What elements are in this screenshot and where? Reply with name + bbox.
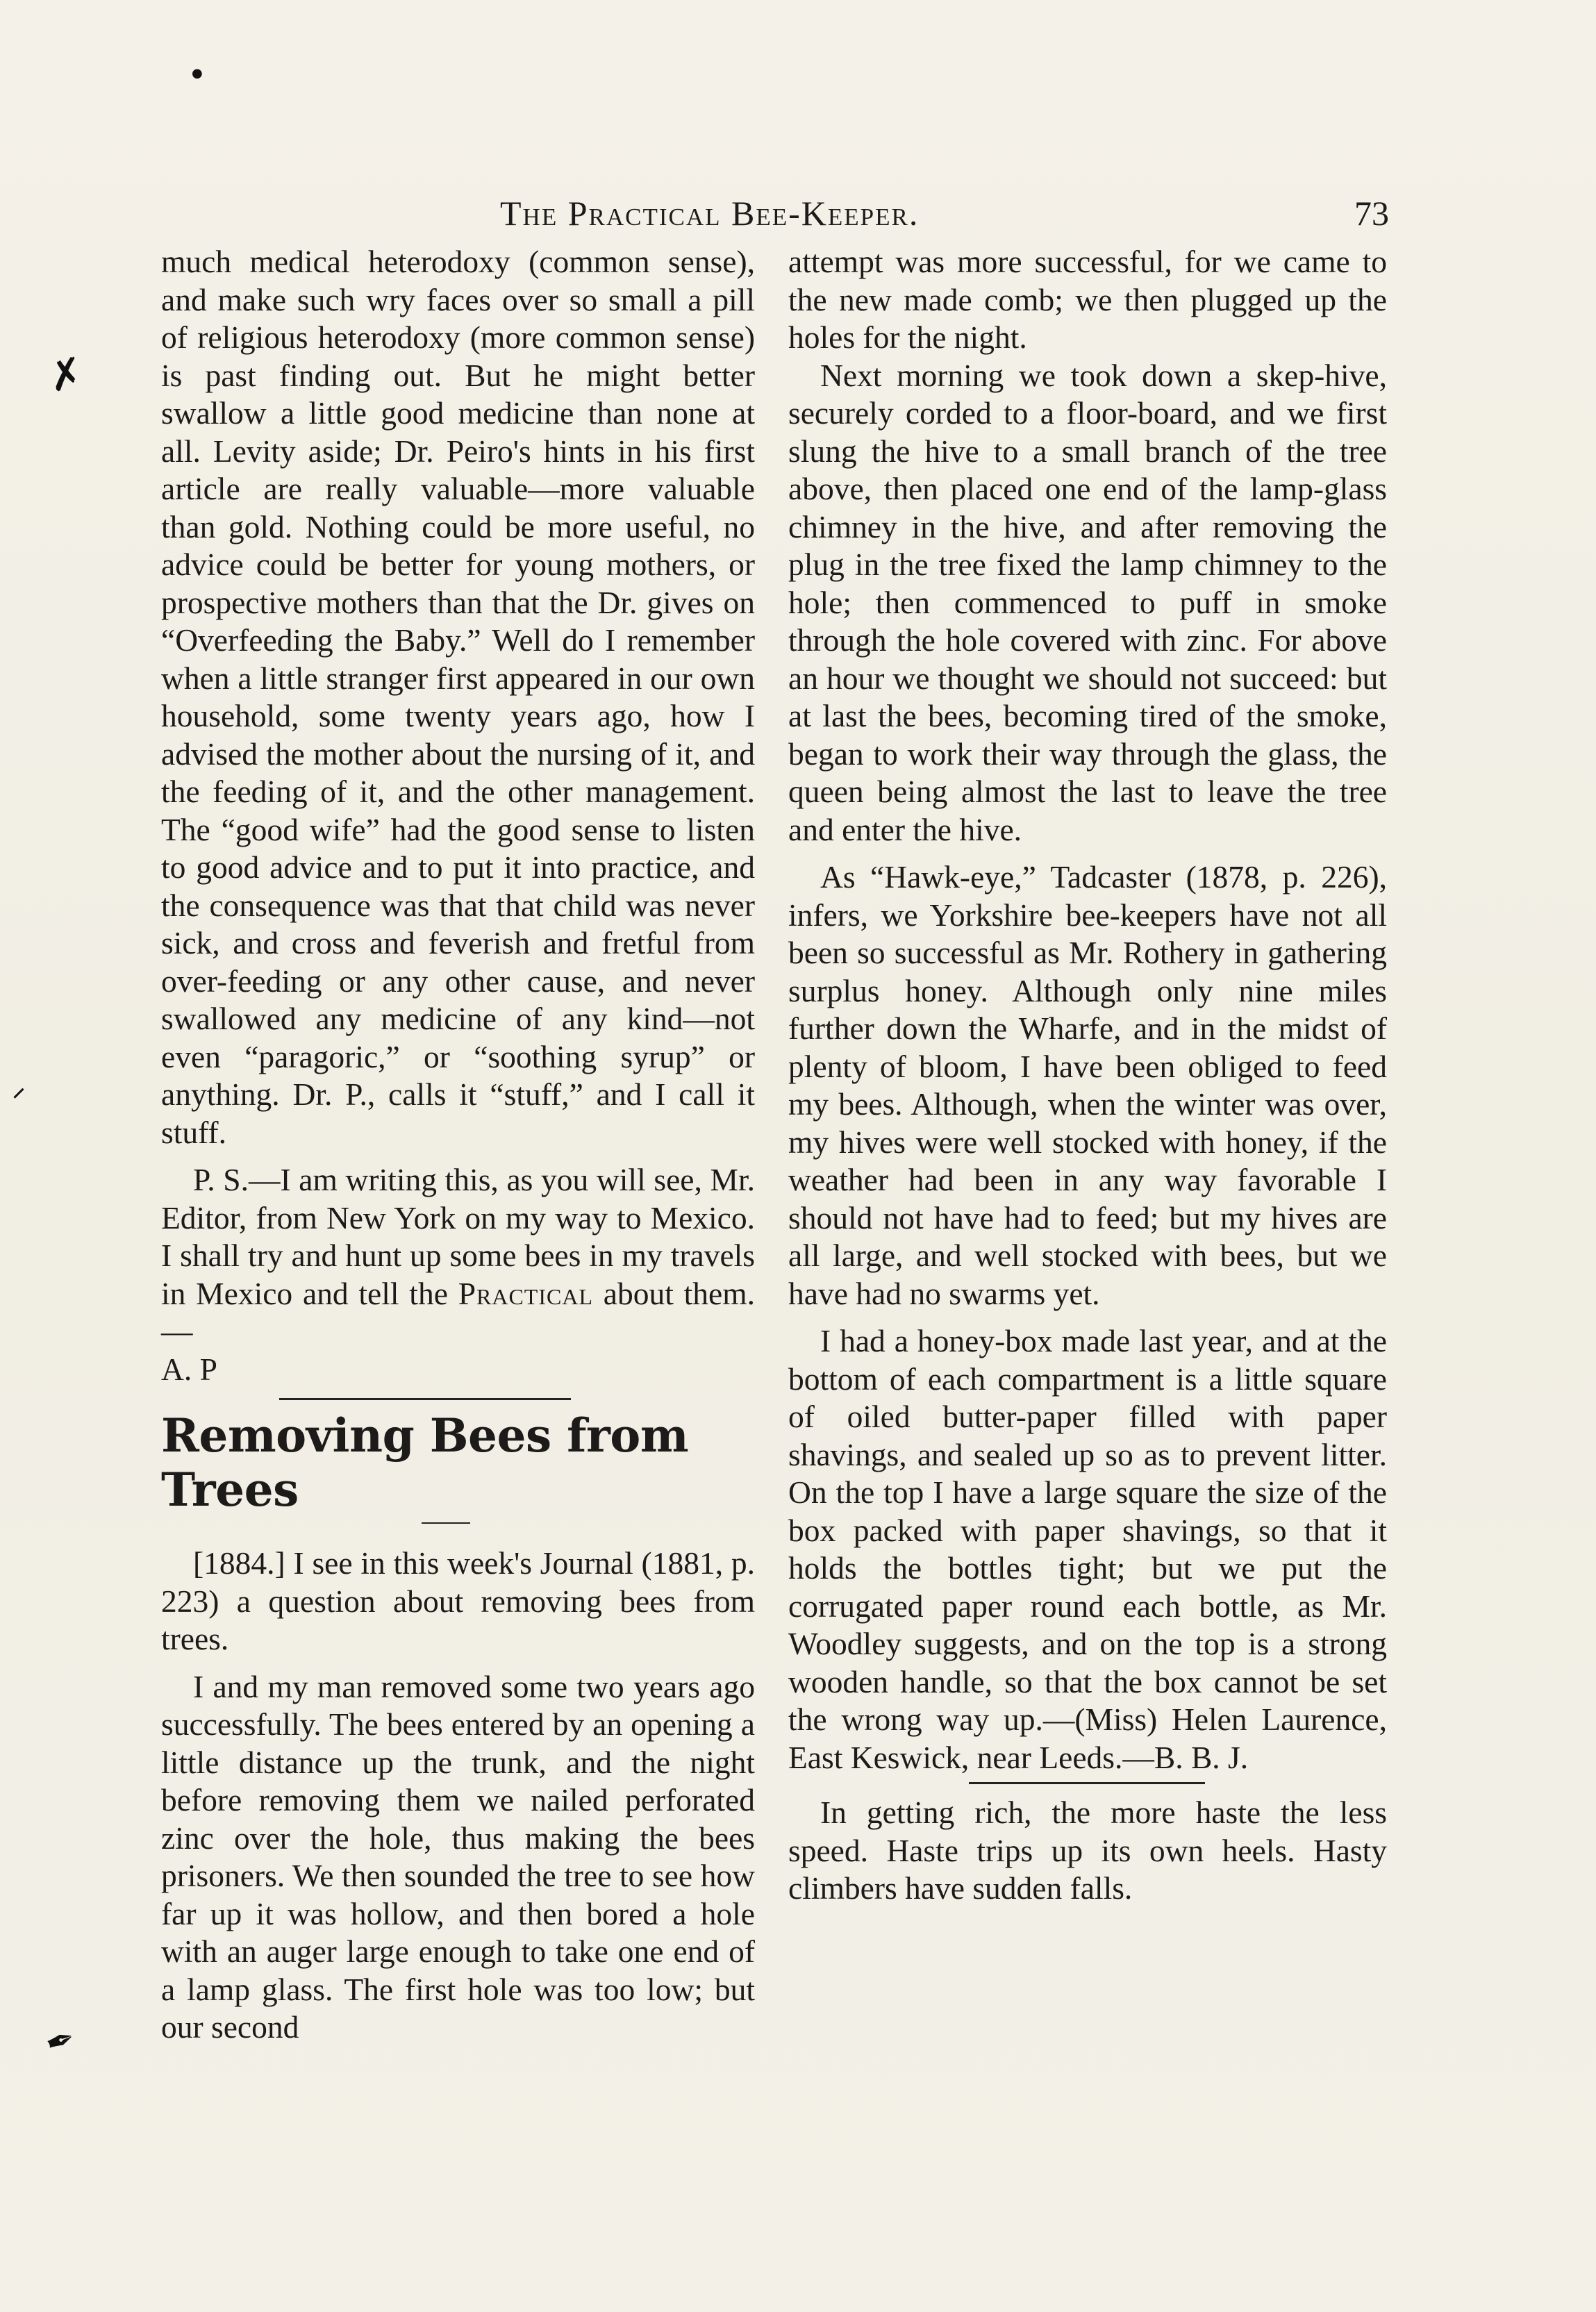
right-paragraph-5: In getting rich, the more haste the less speed. Haste trips up its own heels. Hasty climbers have sudden falls. xyxy=(788,1795,1387,1906)
right-paragraph-2: Next morning we took down a skep-hive, securely corded to a floor-board, and we first slung the hive to a small branch of the tree above, then placed one end of the lamp-glass chimney in the hive, and after removing the plug in the tree fixed the lamp chimney to the hole; then commenced to puff in smoke through the hole covered with zinc. For above an hour we thought we should not succeed: but at last the bees, becoming tired of the smoke, began to work their way through the glass, the queen being almost the last to leave the tree and enter the hive. xyxy=(788,357,1387,847)
margin-mark-1: ✗ xyxy=(44,347,89,403)
right-column xyxy=(788,243,1387,1908)
signature: A. P xyxy=(161,1351,217,1387)
left-paragraph-3: [1884.] I see in this week's Journal (1881, p. 223) a question about removing bees from trees. xyxy=(161,1545,755,1656)
page-number: 73 xyxy=(1354,194,1389,233)
postscript-text-end: about them.— xyxy=(161,1275,755,1349)
running-title: The Practical Bee-Keeper. xyxy=(500,194,920,233)
margin-mark-2: ⸝ xyxy=(13,1074,25,1102)
journal-name: Practical xyxy=(458,1275,593,1311)
right-paragraph-3: As “Hawk-eye,” Tadcaster (1878, p. 226), infers, we Yorkshire bee-keepers have not all been so successful as Mr. Rothery in gathering surplus honey. Although only nine miles further down the Wharfe, and in the midst of plenty of bloom, I have been obliged to feed my bees. Although, when the winter was over, my hives were well stocked with honey, if the weather had been in any way favorable I should not have had to feed; but my hives are all large, and well stocked with bees, but we have had no swarms yet. xyxy=(788,859,1387,1311)
left-paragraph-4: I and my man removed some two years ago successfully. The bees entered by an opening a little distance up the trunk, and the night before removing them we nailed perforated zinc over the hole, thus making the bees prisoners. We then sounded the tree to see how far up it was hollow, and then bored a hole with an auger large enough to take one end of a lamp glass. The first hole was too low; but our second xyxy=(161,1668,755,2045)
right-paragraph-1: attempt was more successful, for we came to the new made comb; we then plugged up the holes for the night. xyxy=(788,244,1387,355)
left-column xyxy=(161,243,755,2047)
section-divider xyxy=(279,1398,571,1400)
left-paragraph-1: much medical heterodoxy (common sense), and make such wry faces over so small a pill of religious heterodoxy (more common sense) is past finding out. But he might better swallow a little good medicine than none at all. Levity aside; Dr. Peiro's hints in his first article are really valuable—more valuable than gold. Nothing could be more useful, no advice could be better for young mothers, or prospective mothers than that the Dr. gives on “Overfeeding the Baby.” Well do I remember when a little stranger first appeared in our own household, some twenty years ago, how I advised the mother about the nursing of it, and the feeding of it, and the other management. The “good wife” had the good sense to listen to good advice and to put it into practice, and the consequence was that that child was never sick, and cross and feverish and fretful from over-feeding or any other cause, and never swallowed any medicine of any kind—not even “paragoric,” or “soothing syrup” or anything. Dr. P., calls it “stuff,” and I call it stuff. xyxy=(161,244,755,1150)
left-paragraph-postscript xyxy=(161,1161,755,1351)
title-underline xyxy=(422,1522,470,1524)
margin-mark-4: ● xyxy=(192,66,203,81)
right-paragraph-4: I had a honey-box made last year, and at the bottom of each compartment is a little square of oiled butter-paper filled with paper shavings, and sealed up so as to prevent litter. On the top I have a large square the size of the box packed with paper shavings, so that it holds the bottles tight; but we put the corrugated paper round each bottle, as Mr. Woodley suggests, and on the top is a strong wooden handle, so that the box cannot be set the wrong way up.—(Miss) Helen Laurence, East Keswick, near Leeds.—B. B. J. xyxy=(788,1323,1387,1775)
article-divider xyxy=(969,1782,1205,1784)
margin-mark-3: ✒ xyxy=(40,2017,81,2065)
section-title: Removing Bees from Trees xyxy=(161,1408,689,1517)
postscript-text-start: P. S.—I am writing this, as you will see, Mr. Editor, from New York on my way to Mexico. I shall try and hunt up some bees in my travels in Mexico and tell the xyxy=(161,1162,755,1311)
